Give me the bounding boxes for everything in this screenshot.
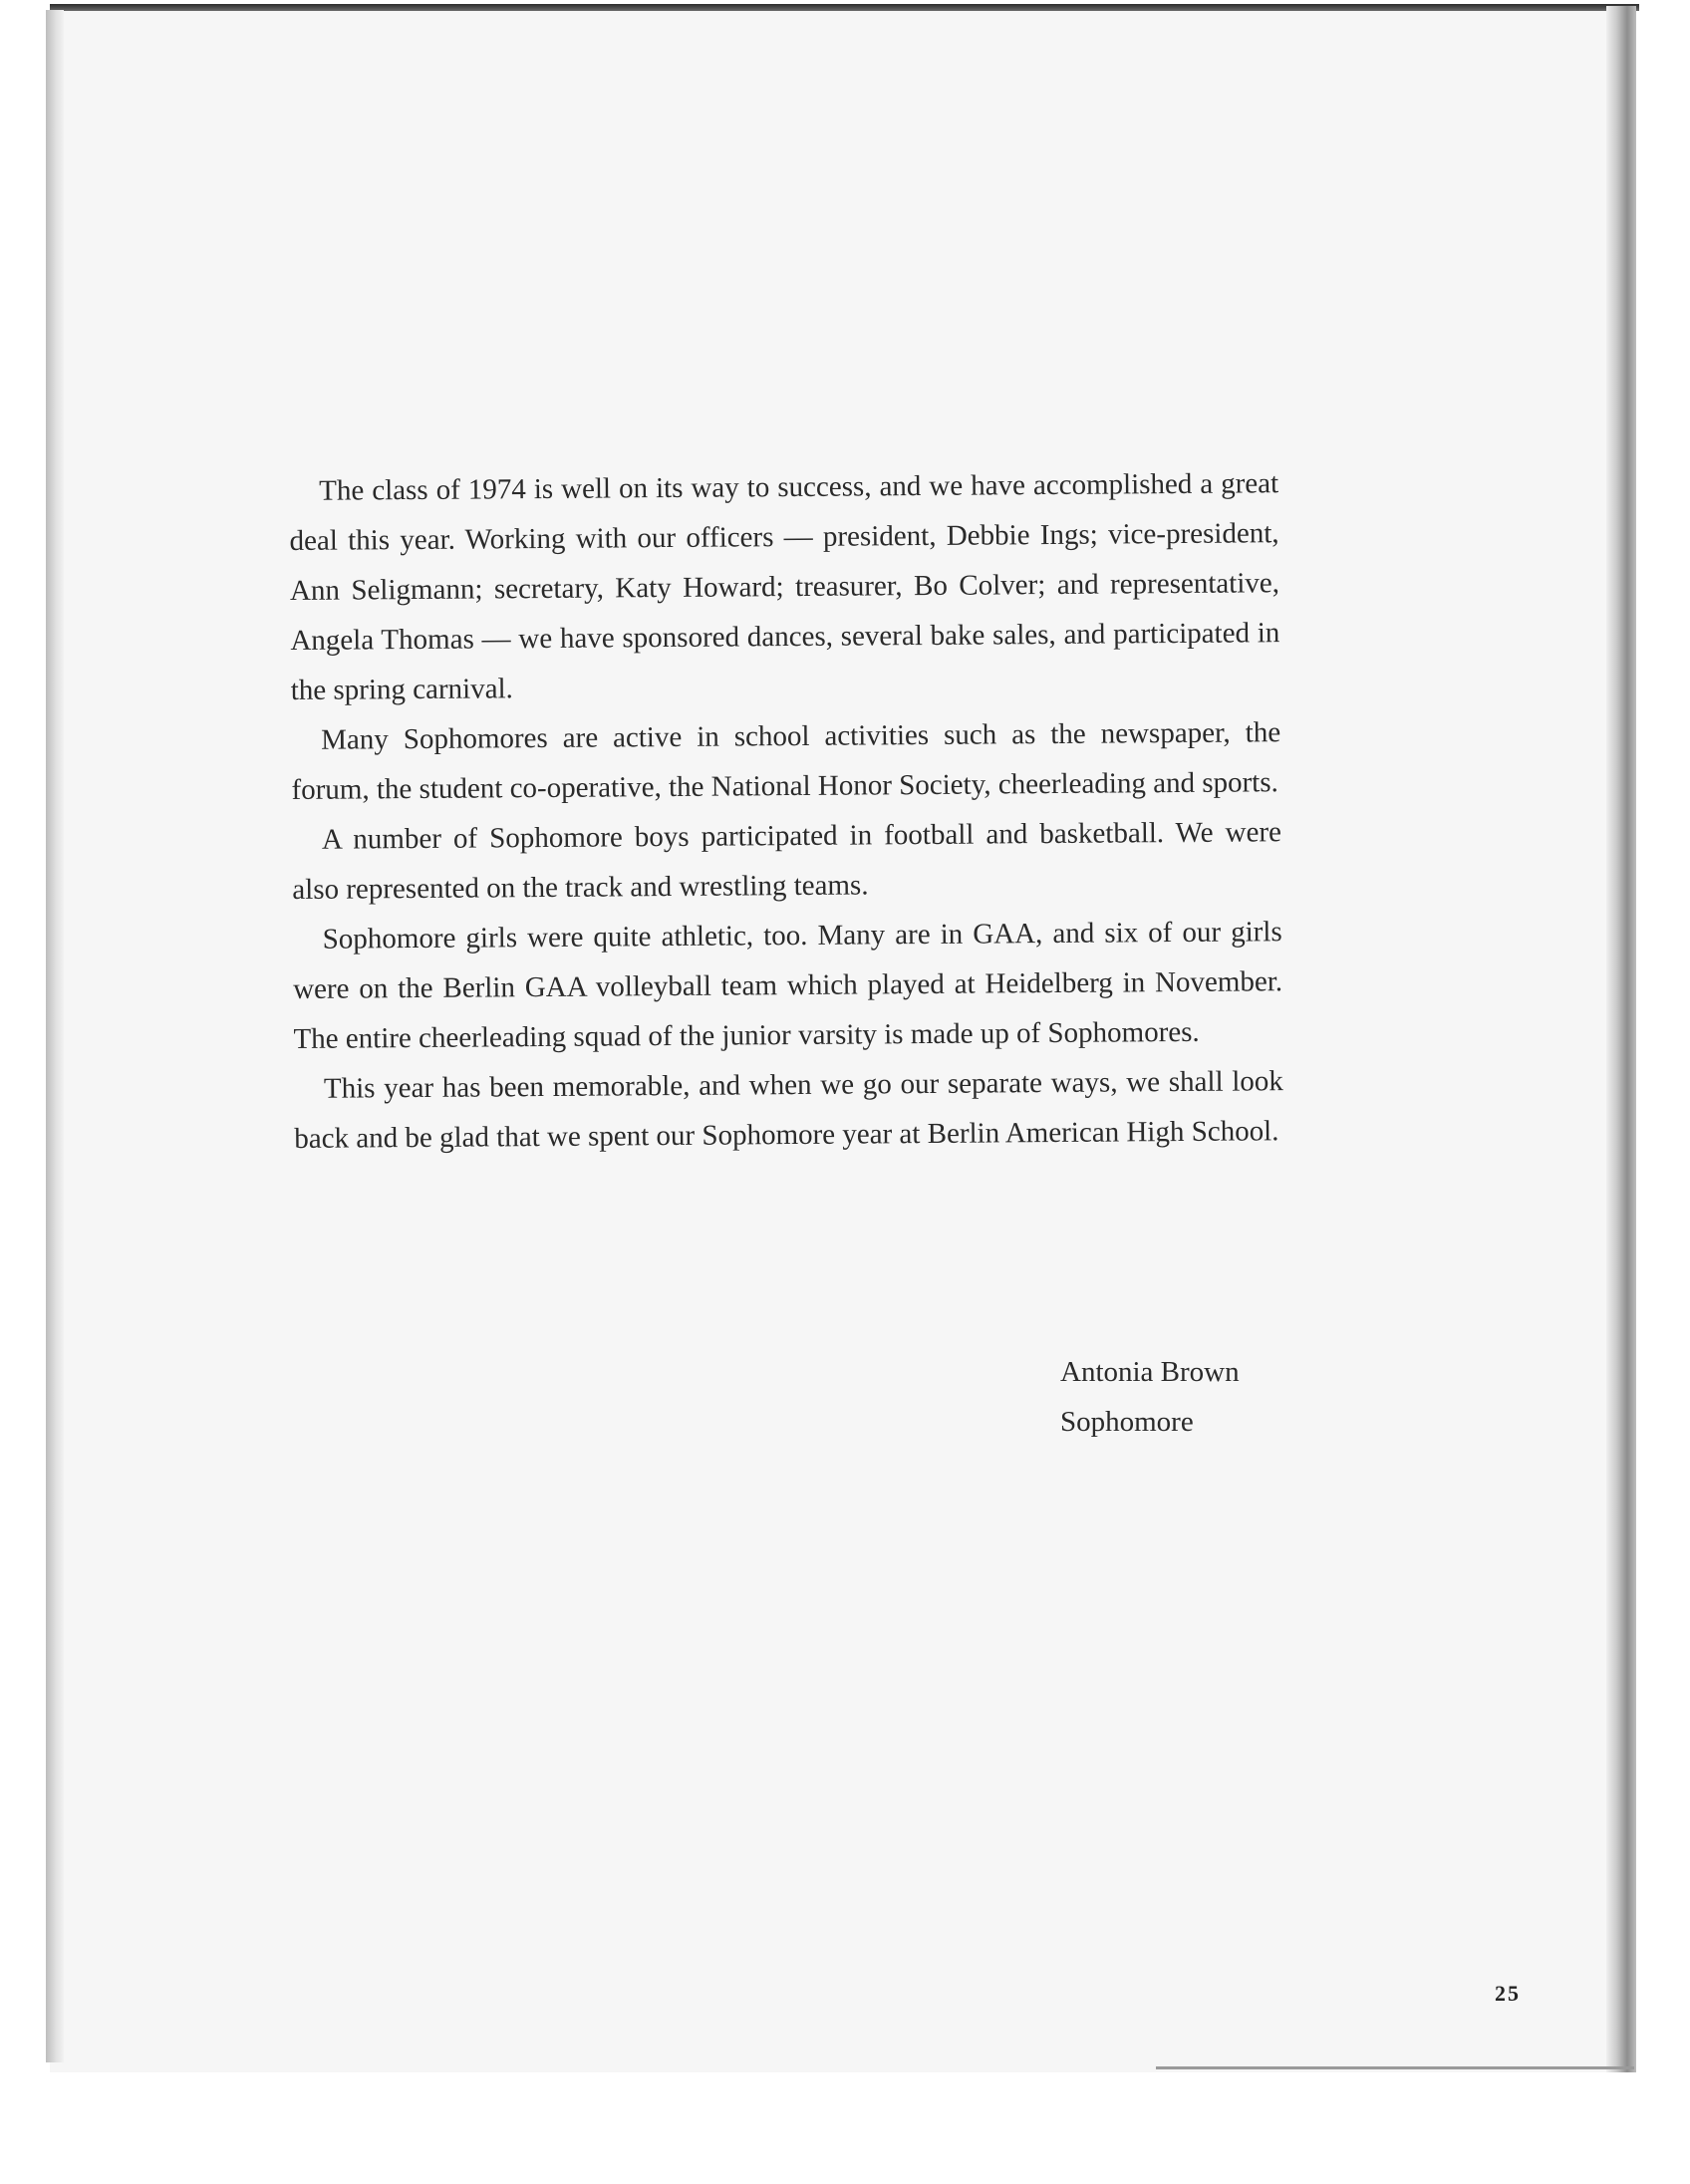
paragraph-boys-sports: A number of Sophomore boys participated in football and basketball. We were also represented on the track and wrestling teams. bbox=[292, 816, 1282, 906]
paragraph-girls-sports: Sophomore girls were quite athletic, too. Many are in GAA, and six of our girls were on the Berlin GAA volleyball team which played at Heidelberg in November. The entire cheerleading squad of the junior varsity is made up of Sophomores. bbox=[292, 916, 1283, 1055]
signature-block bbox=[1060, 1347, 1240, 1447]
page-bottom-edge bbox=[1156, 2066, 1634, 2069]
article-body bbox=[289, 458, 1283, 1164]
page-left-edge bbox=[46, 10, 64, 2062]
page-number: 25 bbox=[1495, 1981, 1521, 2006]
author-name: Antonia Brown bbox=[1060, 1356, 1240, 1388]
author-role: Sophomore bbox=[1060, 1406, 1194, 1438]
paragraph-officers: The class of 1974 is well on its way to success, and we have accomplished a great deal this year. Working with our officers — president, Debbie Ings; vice-president, Ann Seligmann; secretary, Katy Howard; treasurer, Bo Colver; and representative, Angela Thomas — we have sponsored dances, several bake sales, and participated in the spring carnival. bbox=[289, 467, 1280, 706]
paragraph-activities: Many Sophomores are active in school activities such as the newspaper, the forum, the student co-operative, the National Honor Society, cheerleading and sports. bbox=[291, 716, 1281, 806]
paragraph-closing: This year has been memorable, and when we go our separate ways, we shall look back and be glad that we spent our Sophomore year at Berlin American High School. bbox=[294, 1065, 1284, 1155]
page-top-edge bbox=[50, 4, 1639, 11]
page-right-edge bbox=[1606, 6, 1636, 2072]
